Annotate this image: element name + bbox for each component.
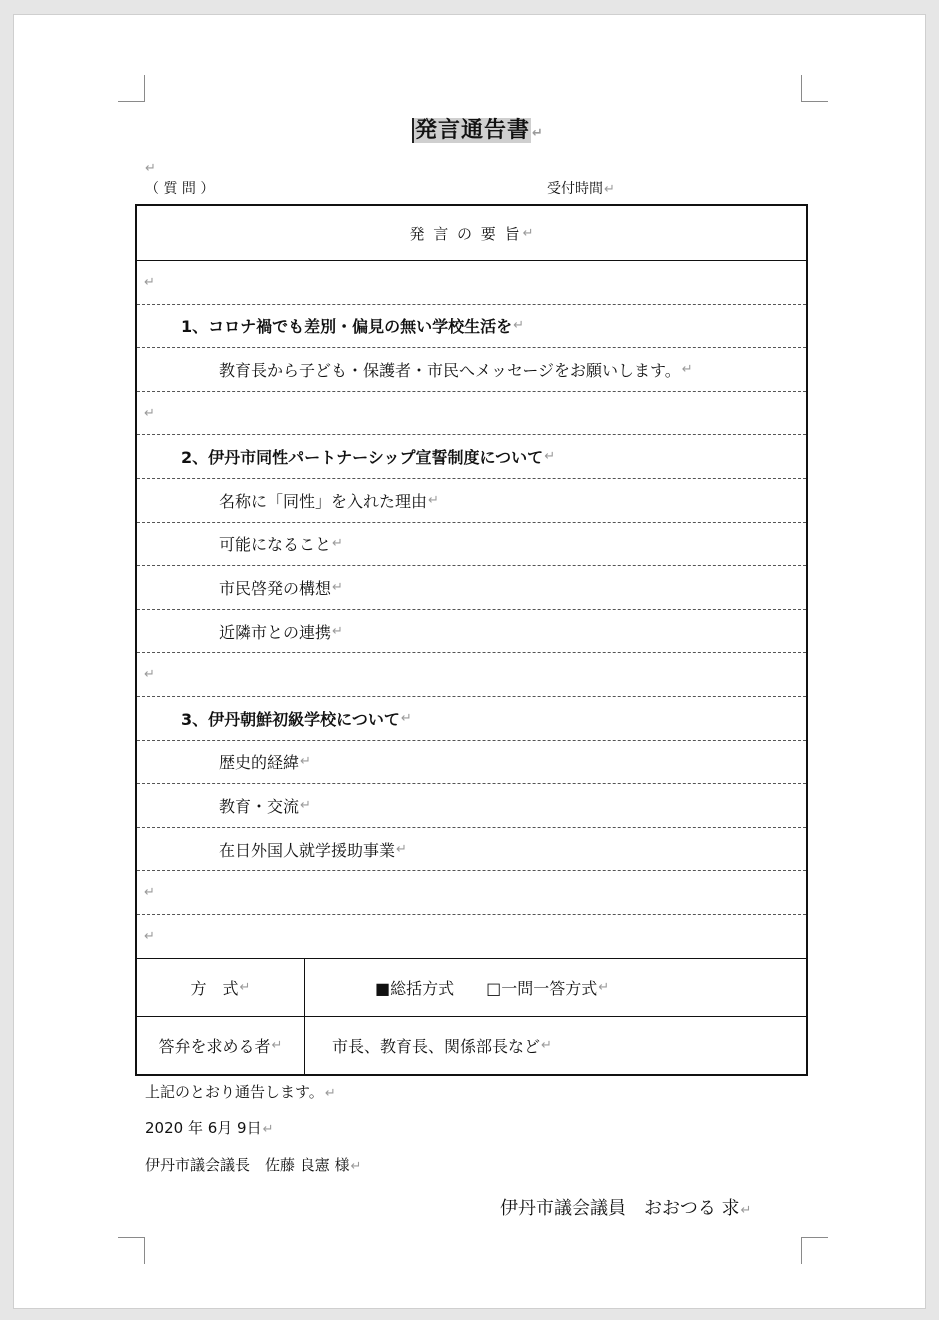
- statement-item-cell: [137, 523, 343, 566]
- table-header-row: [137, 206, 806, 261]
- statement-item-cell: [137, 784, 311, 827]
- document-page: [13, 14, 926, 1309]
- statement-item-text: 教育・交流: [219, 796, 300, 816]
- reception-time-label: [547, 178, 615, 198]
- question-label: （ 質 問 ）: [145, 181, 215, 197]
- paragraph-mark: ↵: [681, 361, 693, 377]
- statement-item-cell: [137, 435, 555, 478]
- statement-item-cell: [137, 915, 155, 958]
- statement-item-cell: [137, 610, 343, 653]
- addressee-text: 伊丹市議会議長 佐藤 良憲 様: [145, 1156, 350, 1174]
- respondent-value-cell[interactable]: [305, 1017, 552, 1074]
- paragraph-mark: ↵: [144, 274, 155, 290]
- method-value-cell[interactable]: [305, 959, 609, 1016]
- statement-item-row[interactable]: [137, 915, 806, 959]
- statement-item-row[interactable]: [137, 479, 806, 523]
- paragraph-mark: ↵: [428, 492, 439, 508]
- notice-text: 上記のとおり通告します。: [145, 1083, 324, 1101]
- statement-item-cell: [137, 697, 412, 740]
- respondent-value: 市長、教育長、関係部長など: [332, 1037, 541, 1056]
- paragraph-mark: ↵: [604, 182, 615, 197]
- paragraph-mark: ↵: [396, 841, 407, 857]
- statement-item-cell: [137, 741, 311, 784]
- statement-item-text: 名称に「同性」を入れた理由: [219, 491, 428, 511]
- statement-item-cell: [137, 392, 155, 435]
- statement-item-text: 教育長から子ども・保護者・市民へメッセージをお願いします。: [219, 360, 681, 380]
- statement-item-row[interactable]: [137, 261, 806, 305]
- crop-mark-bottom-right: [801, 1237, 828, 1264]
- statement-item-row[interactable]: [137, 610, 806, 654]
- crop-mark-top-left: [118, 75, 145, 102]
- statement-item-cell: [137, 305, 524, 348]
- statement-item-row[interactable]: [137, 348, 806, 392]
- paragraph-mark: ↵: [541, 1038, 552, 1053]
- statement-item-row[interactable]: [137, 828, 806, 872]
- paragraph-mark: ↵: [144, 928, 155, 944]
- paragraph-mark: ↵: [144, 667, 155, 683]
- document-title[interactable]: [412, 113, 544, 149]
- addressee-line[interactable]: [145, 1154, 361, 1175]
- table-header: 発 言 の 要 旨: [409, 224, 522, 243]
- paragraph-mark: ↵: [400, 710, 412, 726]
- statement-item-row[interactable]: [137, 697, 806, 741]
- paragraph-mark: ↵: [145, 161, 156, 176]
- paragraph-mark: ↵: [144, 885, 155, 901]
- statement-item-row[interactable]: [137, 523, 806, 567]
- empty-paragraph[interactable]: [144, 157, 156, 176]
- statement-item-row[interactable]: [137, 435, 806, 479]
- paragraph-mark: ↵: [598, 980, 610, 995]
- paragraph-mark: ↵: [300, 754, 311, 770]
- statement-item-cell: [137, 871, 155, 914]
- statement-item-cell: [137, 261, 155, 304]
- paragraph-mark: ↵: [332, 536, 343, 552]
- paragraph-mark: ↵: [544, 449, 556, 465]
- statement-item-text: 可能になること: [219, 535, 332, 555]
- notice-line[interactable]: [145, 1081, 336, 1102]
- respondent-row: [137, 1017, 806, 1074]
- statement-item-text: 在日外国人就学援助事業: [219, 840, 396, 860]
- statement-item-cell: [137, 653, 155, 696]
- respondent-label: 答弁を求める者: [158, 1037, 271, 1056]
- statement-item-cell: [137, 828, 407, 871]
- paragraph-mark: ↵: [271, 1038, 283, 1053]
- paragraph-mark: ↵: [532, 126, 544, 141]
- date-line[interactable]: [145, 1117, 273, 1138]
- crop-mark-top-right: [801, 75, 828, 102]
- date-text: 2020 年 6月 9日: [145, 1119, 262, 1137]
- statement-item-row[interactable]: [137, 653, 806, 697]
- paragraph-mark: ↵: [740, 1203, 752, 1218]
- statement-item-cell: [137, 566, 343, 609]
- statement-item-row[interactable]: [137, 566, 806, 610]
- paragraph-mark: ↵: [513, 318, 525, 334]
- paragraph-mark: ↵: [262, 1122, 274, 1137]
- crop-mark-bottom-left: [118, 1237, 145, 1264]
- statement-item-cell: [137, 479, 439, 522]
- method-label: 方 式: [190, 979, 239, 998]
- statement-item-row[interactable]: [137, 871, 806, 915]
- statement-heading: 1、コロナ禍でも差別・偏見の無い学校生活を: [181, 317, 513, 337]
- signature-text: 伊丹市議会議員 おおつる 求: [500, 1198, 740, 1219]
- statement-heading: 3、伊丹朝鮮初級学校について: [181, 709, 400, 729]
- paragraph-mark: ↵: [239, 980, 251, 995]
- statement-table: [135, 204, 808, 1076]
- statement-item-cell: [137, 348, 693, 391]
- paragraph-mark: ↵: [522, 225, 534, 241]
- signature-line[interactable]: [500, 1194, 751, 1220]
- statement-item-text: 市民啓発の構想: [219, 578, 332, 598]
- statement-item-text: 近隣市との連携: [219, 622, 332, 642]
- respondent-label-cell: [137, 1017, 305, 1074]
- document-title-text: 発言通告書: [412, 118, 531, 143]
- statement-item-row[interactable]: [137, 784, 806, 828]
- statement-heading: 2、伊丹市同性パートナーシップ宣誓制度について: [181, 448, 544, 468]
- paragraph-mark: ↵: [144, 405, 155, 421]
- statement-item-text: 歴史的経緯: [219, 753, 300, 773]
- method-row: [137, 959, 806, 1017]
- paragraph-mark: ↵: [332, 623, 343, 639]
- paragraph-mark: ↵: [350, 1159, 362, 1174]
- statement-item-row[interactable]: [137, 305, 806, 349]
- method-value: ■総括方式 □一問一答方式: [375, 979, 598, 998]
- paragraph-mark: ↵: [300, 797, 311, 813]
- method-label-cell: [137, 959, 305, 1016]
- statement-item-row[interactable]: [137, 741, 806, 785]
- reception-time-text: 受付時間: [547, 181, 603, 197]
- paragraph-mark: ↵: [324, 1086, 336, 1101]
- paragraph-mark: ↵: [332, 579, 343, 595]
- statement-item-row[interactable]: [137, 392, 806, 436]
